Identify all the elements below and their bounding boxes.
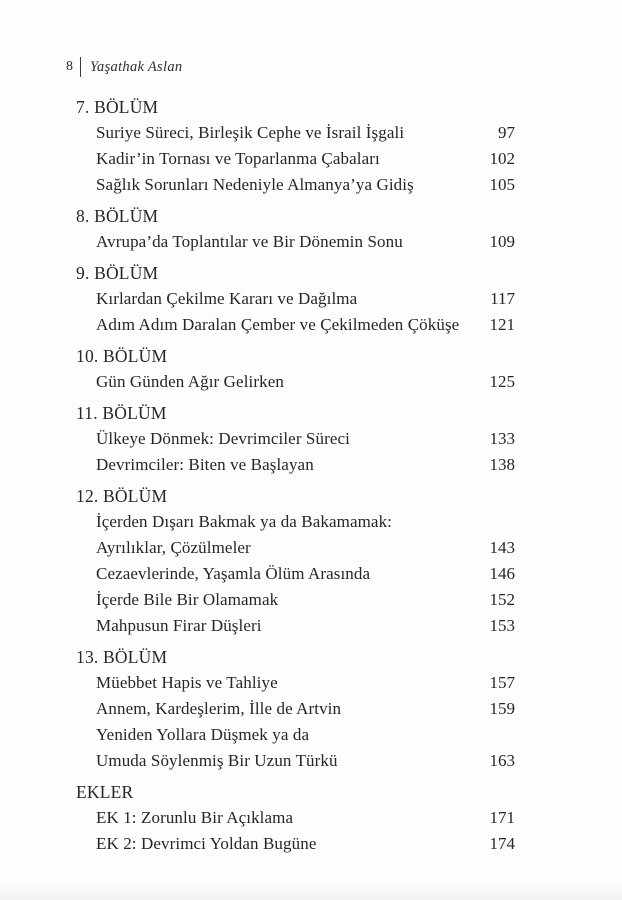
toc-entry-page: 105 <box>489 175 515 194</box>
toc-entry <box>76 172 515 198</box>
toc-entry-title: İçerden Dışarı Bakmak ya da Bakamamak: <box>96 512 392 531</box>
toc <box>76 94 515 857</box>
toc-entry-page: 153 <box>489 616 515 635</box>
toc-entry-title: Kırlardan Çekilme Kararı ve Dağılma <box>96 289 358 308</box>
toc-entry <box>76 229 515 255</box>
toc-entry-title: Annem, Kardeşlerim, İlle de Artvin <box>96 699 342 718</box>
toc-entry <box>76 509 515 535</box>
toc-entry-title: Yeniden Yollara Düşmek ya da <box>96 725 310 744</box>
toc-entry <box>76 831 515 857</box>
toc-section <box>76 260 515 338</box>
toc-entry-page: 117 <box>490 289 515 308</box>
page-header <box>66 56 515 78</box>
toc-entry <box>76 722 515 748</box>
toc-entry <box>76 613 515 639</box>
toc-section-heading: 11. BÖLÜM <box>76 403 167 423</box>
toc-entry-title: Avrupa’da Toplantılar ve Bir Dönemin Sonu <box>96 232 403 251</box>
toc-entry-page: 171 <box>489 808 515 827</box>
toc-entry <box>76 670 515 696</box>
toc-entry-title: İçerde Bile Bir Olamamak <box>96 590 279 609</box>
toc-entry <box>76 535 515 561</box>
toc-entry <box>76 748 515 774</box>
toc-entry-title: Sağlık Sorunları Nedeniyle Almanya’ya Gidiş <box>96 175 414 194</box>
toc-section-heading: EKLER <box>76 782 134 802</box>
toc-entry <box>76 587 515 613</box>
toc-entry-title: Cezaevlerinde, Yaşamla Ölüm Arasında <box>96 564 371 583</box>
toc-section-heading: 10. BÖLÜM <box>76 346 168 366</box>
toc-entry-page: 125 <box>489 372 515 391</box>
toc-section-heading: 12. BÖLÜM <box>76 486 168 506</box>
toc-section-heading: 9. BÖLÜM <box>76 263 159 283</box>
toc-section <box>76 343 515 395</box>
toc-section <box>76 779 515 857</box>
toc-section <box>76 483 515 639</box>
toc-entry <box>76 120 515 146</box>
toc-entry-page: 138 <box>489 455 515 474</box>
toc-entry-title: Mahpusun Firar Düşleri <box>96 616 262 635</box>
toc-entry-title: Adım Adım Daralan Çember ve Çekilmeden Çöküşe <box>96 315 460 334</box>
toc-entry-title: Gün Günden Ağır Gelirken <box>96 372 284 391</box>
toc-entry-page: 152 <box>489 590 515 609</box>
toc-entry-title: Devrimciler: Biten ve Başlayan <box>96 455 314 474</box>
toc-entry-page: 146 <box>489 564 515 583</box>
toc-entry-title: Kadir’in Tornası ve Toparlanma Çabaları <box>96 149 380 168</box>
header-page-number: 8 <box>66 59 73 74</box>
toc-section <box>76 203 515 255</box>
toc-entry-page: 102 <box>489 149 515 168</box>
toc-section <box>76 400 515 478</box>
toc-entry <box>76 561 515 587</box>
toc-entry-title: Umuda Söylenmiş Bir Uzun Türkü <box>96 751 338 770</box>
toc-entry-title: EK 2: Devrimci Yoldan Bugüne <box>96 834 317 853</box>
running-title: Yaşathak Aslan <box>90 58 183 75</box>
toc-entry <box>76 286 515 312</box>
toc-entry <box>76 312 515 338</box>
toc-entry <box>76 452 515 478</box>
toc-entry <box>76 426 515 452</box>
toc-entry-page: 143 <box>489 538 515 557</box>
toc-section-heading: 8. BÖLÜM <box>76 206 159 226</box>
toc-entry-page: 121 <box>489 315 515 334</box>
toc-entry-page: 174 <box>489 834 515 853</box>
toc-entry <box>76 146 515 172</box>
toc-entry-page: 157 <box>489 673 515 692</box>
header-divider <box>80 57 81 77</box>
toc-entry-page: 97 <box>498 123 515 142</box>
toc-section-heading: 7. BÖLÜM <box>76 97 159 117</box>
toc-entry-title: EK 1: Zorunlu Bir Açıklama <box>96 808 294 827</box>
toc-entry-page: 133 <box>489 429 515 448</box>
toc-section <box>76 644 515 774</box>
toc-entry-page: 159 <box>489 699 515 718</box>
toc-entry-title: Müebbet Hapis ve Tahliye <box>96 673 278 692</box>
toc-entry <box>76 369 515 395</box>
toc-entry <box>76 805 515 831</box>
toc-entry-title: Ayrılıklar, Çözülmeler <box>96 538 251 557</box>
toc-entry <box>76 696 515 722</box>
toc-entry-title: Suriye Süreci, Birleşik Cephe ve İsrail İşgali <box>96 123 405 142</box>
toc-section-heading: 13. BÖLÜM <box>76 647 168 667</box>
toc-entry-page: 163 <box>489 751 515 770</box>
toc-section <box>76 94 515 198</box>
toc-entry-page: 109 <box>489 232 515 251</box>
toc-entry-title: Ülkeye Dönmek: Devrimciler Süreci <box>96 429 350 448</box>
